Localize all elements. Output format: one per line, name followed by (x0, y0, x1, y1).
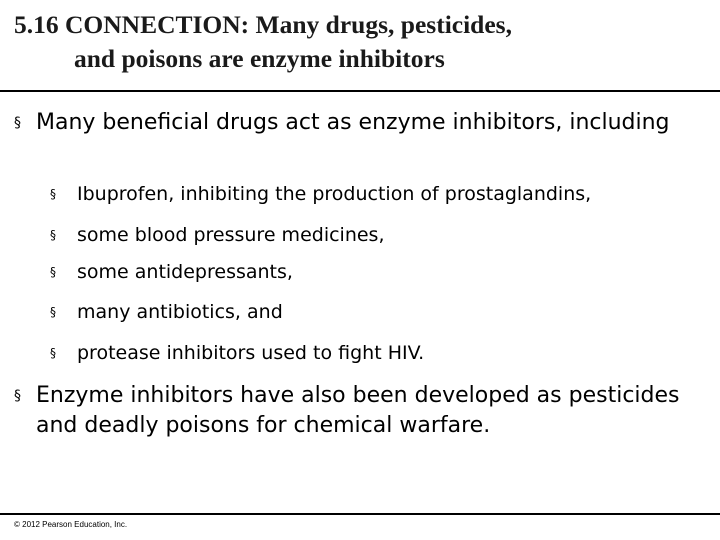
copyright-footer: © 2012 Pearson Education, Inc. (14, 520, 128, 529)
sub-bullet-item (50, 258, 710, 286)
slide-title (14, 8, 714, 76)
sub-bullet-square-icon: § (50, 187, 56, 201)
sub-bullet-square-icon: § (50, 228, 56, 242)
bullet-item (14, 108, 704, 138)
sub-bullet-item (50, 221, 710, 249)
sub-bullet-item (50, 180, 710, 208)
title-line-1: 5.16 CONNECTION: Many drugs, pesticides, (14, 10, 512, 39)
sub-bullet-text: Ibuprofen, inhibiting the production of prostaglandins, (77, 183, 592, 205)
sub-bullet-square-icon: § (50, 265, 56, 279)
sub-bullet-text: some blood pressure medicines, (77, 224, 385, 246)
sub-bullet-text: many antibiotics, and (77, 301, 283, 323)
title-line-2: and poisons are enzyme inhibitors (74, 44, 445, 73)
bullet-text: Many beneficial drugs act as enzyme inhibitors, including (36, 110, 670, 135)
sub-bullet-item (50, 298, 710, 326)
sub-bullet-text: some antidepressants, (77, 261, 293, 283)
sub-bullet-text: protease inhibitors used to fight HIV. (77, 342, 425, 364)
sub-bullet-square-icon: § (50, 346, 56, 360)
footer-divider (0, 513, 720, 515)
bullet-square-icon: § (14, 388, 21, 404)
bullet-square-icon: § (14, 115, 21, 131)
bullet-text: Enzyme inhibitors have also been developed as pesticides and deadly poisons for chemical warfare. (36, 383, 680, 438)
sub-bullet-item (50, 339, 710, 367)
title-divider (0, 90, 720, 92)
bullet-item (14, 381, 704, 441)
sub-bullet-square-icon: § (50, 305, 56, 319)
